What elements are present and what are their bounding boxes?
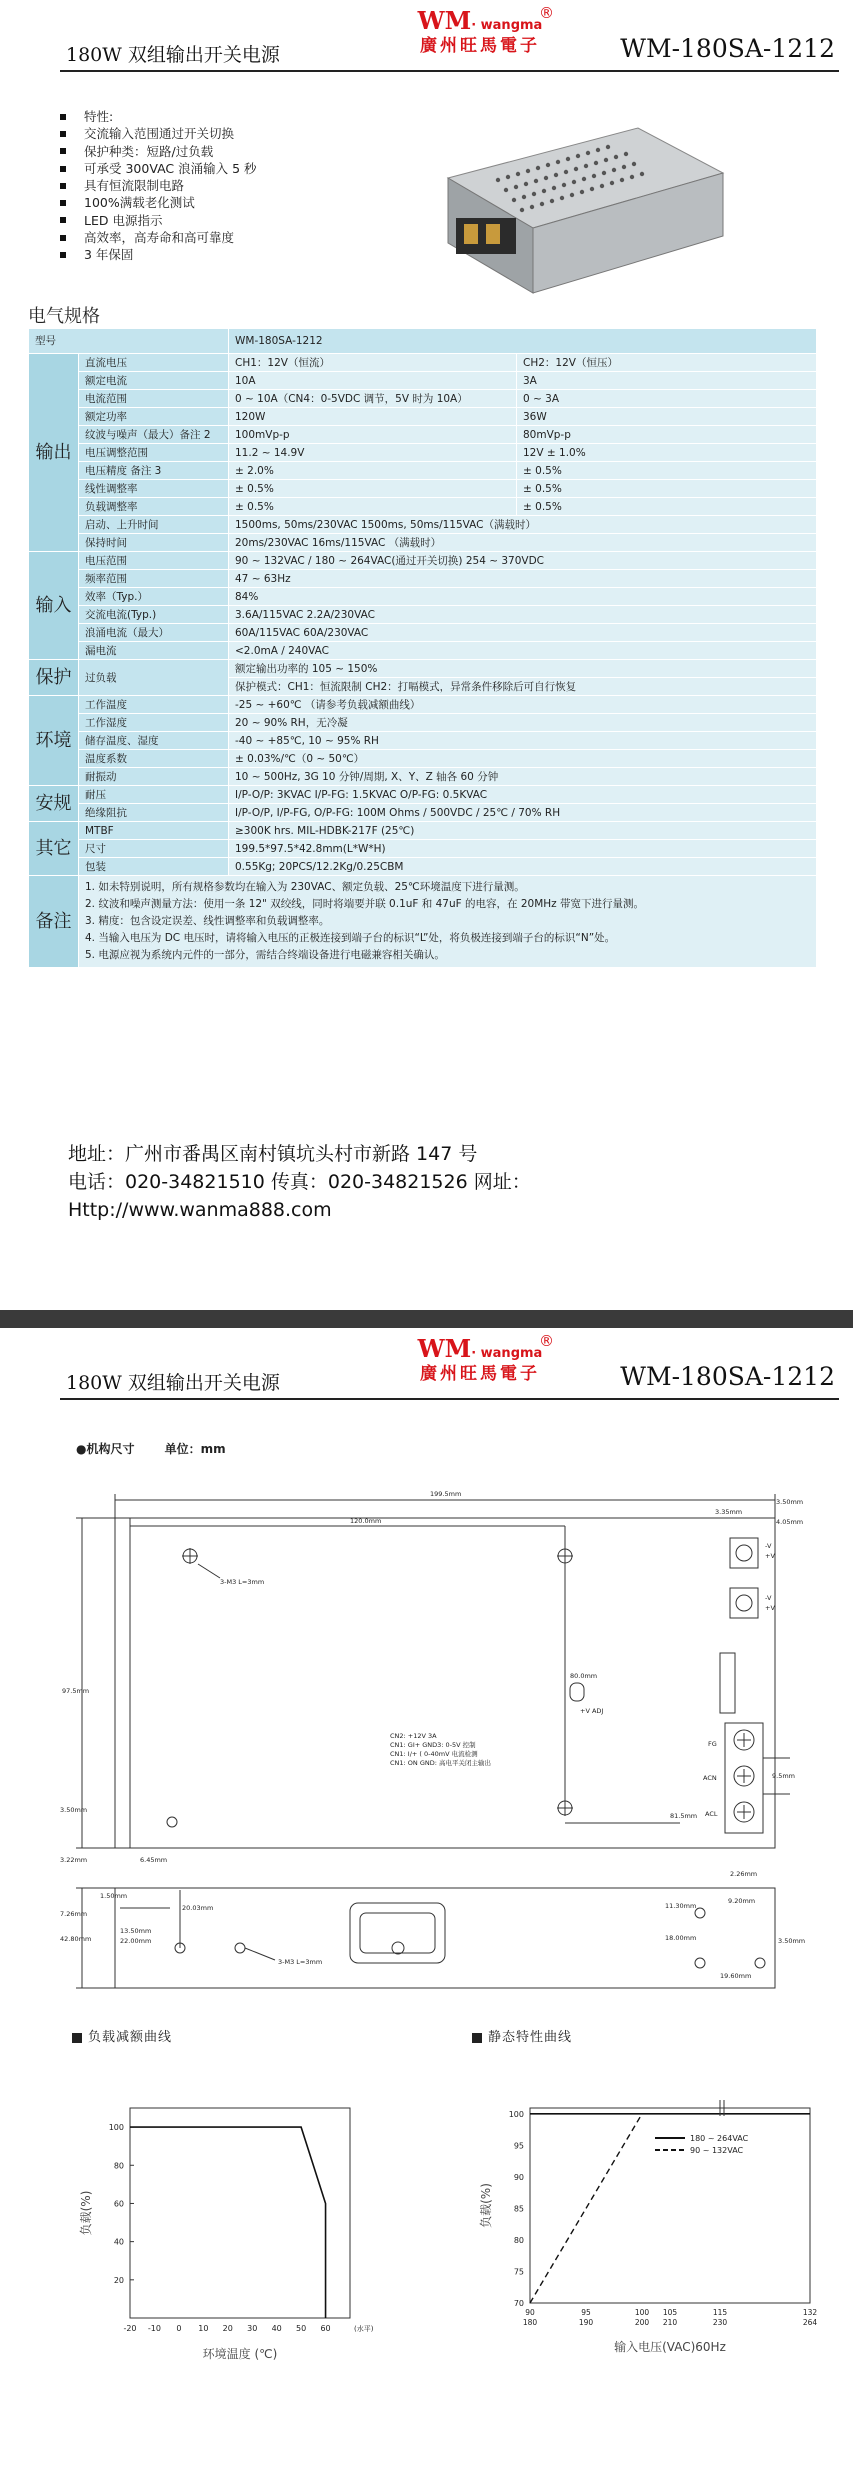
spec-row-output [29,390,817,408]
brand-wangma: · wangma [471,18,543,33]
feature-item [60,212,257,229]
spec-value: 0.55Kg; 20PCS/12.2Kg/0.25CBM [229,858,817,876]
brand-logo-2 [400,1334,560,1384]
spec-label: 额定电流 [79,372,229,390]
feature-item [60,108,257,125]
spec-row-output [29,444,817,462]
brand-logo [400,6,560,56]
y-tick-label: 95 [513,2141,524,2151]
dim-405: 4.05mm [776,1518,804,1526]
spec-value-ch2: 12V ± 1.0% [517,444,817,462]
feature-text: 具有恒流限制电路 [84,178,185,194]
cn-line-1: CN2: +12V 3A [390,1732,437,1740]
dim-width: 97.5mm [62,1687,90,1695]
feature-item [60,246,257,263]
spec-row-output [29,462,817,480]
brand-reg: ® [539,4,554,22]
spec-label: 漏电流 [79,642,229,660]
mechanical-drawing [60,1478,806,1998]
term-1: -V [765,1542,772,1550]
spec-value-ch2: ± 0.5% [517,462,817,480]
cat-output: 输出 [29,354,79,552]
spec-label: 启动、上升时间 [79,516,229,534]
spec-label: 过负载 [79,660,229,696]
spec-row-output [29,516,817,534]
cat-input: 输入 [29,552,79,660]
spec-label: 电压范围 [79,552,229,570]
term-3: +V [765,1552,775,1560]
dim-1960: 19.60mm [720,1972,752,1980]
dim-226: 2.26mm [730,1870,758,1878]
note-line: 5. 电源应视为系统内元件的一部分，需结合终端设备进行电磁兼容相关确认。 [85,949,445,961]
legend-dashed-label: 90 ~ 132VAC [690,2146,744,2155]
x-tick-label-bottom: 210 [662,2318,678,2327]
spec-label: 储存温度、湿度 [79,732,229,750]
feature-item [60,229,257,246]
feature-text: 保护种类：短路/过负载 [84,143,214,159]
feature-text: 特性: [84,109,114,124]
spec-value-ch2: ± 0.5% [517,498,817,516]
x-tick-label-top: 100 [634,2308,650,2317]
brand-cn: 廣州旺馬電子 [420,36,540,56]
product-title: 180W 双组输出开关电源 [66,44,280,66]
spec-value-ch2: ± 0.5% [517,480,817,498]
spec-value-ch1: 120W [229,408,517,426]
spec-label: MTBF [79,822,229,840]
spec-label: 工作湿度 [79,714,229,732]
spec-row-env [29,768,817,786]
cn-line-3: CN1: I/+ ( 0-40mV 电流检测 [390,1750,478,1758]
term-acl: ACL [705,1810,718,1818]
y-tick-label: 75 [513,2267,524,2277]
spec-value: 10 ~ 500Hz, 3G 10 分钟/周期, X、Y、Z 轴各 60 分钟 [229,768,817,786]
spec-label: 尺寸 [79,840,229,858]
bullet-icon [60,235,66,241]
spec-label: 负载调整率 [79,498,229,516]
spec-label: 线性调整率 [79,480,229,498]
spec-label: 耐振动 [79,768,229,786]
x-tick-label: 30 [247,2324,258,2333]
y-tick-label: 20 [113,2275,124,2285]
contact-address: 地址：广州市番禺区南村镇坑头村市新路 147 号 [68,1143,478,1165]
spec-label: 纹波与噪声（最大）备注 2 [79,426,229,444]
spec-value: 47 ~ 63Hz [229,570,817,588]
spec-value-ch2: 3A [517,372,817,390]
dim-322: 3.22mm [60,1856,88,1864]
note-line: 3. 精度：包含设定误差、线性调整率和负载调整率。 [85,915,330,927]
cn-line-2: CN1: GI+ GND3: 0-5V 控制 [390,1741,476,1749]
y-tick-label: 80 [113,2161,124,2171]
spec-row-output [29,426,817,444]
cat-safety: 安规 [29,786,79,822]
model-value: WM-180SA-1212 [229,329,817,354]
contact-phone: 电话：020-34821510 传真：020-34821526 网址： [68,1171,531,1193]
contact-url[interactable]: Http://www.wanma888.com [68,1199,332,1221]
spec-row-output [29,534,817,552]
spec-value-ch2: 80mVp-p [517,426,817,444]
spec-value: -40 ~ +85℃, 10 ~ 95% RH [229,732,817,750]
x-tick-label: 10 [198,2324,209,2333]
product-image [408,118,728,303]
adj-label: +V ADJ [580,1707,604,1715]
spec-value: I/P-O/P: 3KVAC I/P-FG: 1.5KVAC O/P-FG: 0.5KVAC [229,786,817,804]
term-acn: ACN [703,1774,717,1782]
mech-title [76,1440,226,1457]
cat-protect: 保护 [29,660,79,696]
spec-value-ch1: ± 2.0% [229,462,517,480]
page-2 [0,1328,853,2477]
page-header [0,0,853,70]
bullet-icon [60,166,66,172]
product-title-2: 180W 双组输出开关电源 [66,1372,280,1394]
term-4: +V [765,1604,775,1612]
spec-label: 耐压 [79,786,229,804]
cat-notes: 备注 [29,876,79,968]
spec-label: 电流范围 [79,390,229,408]
spec-row-env [29,732,817,750]
spec-value: I/P-O/P, I/P-FG, O/P-FG: 100M Ohms / 500VDC / 25℃ / 70% RH [229,804,817,822]
spec-label: 频率范围 [79,570,229,588]
spec-row-input [29,642,817,660]
y-tick-label: 40 [113,2237,124,2247]
page-header-2 [0,1328,853,1398]
spec-value-ch1: ± 0.5% [229,498,517,516]
static-title [472,2026,572,2045]
spec-row-env [29,696,817,714]
spec-row-output [29,408,817,426]
y-tick-label: 60 [113,2199,124,2209]
term-fg: FG [708,1740,717,1748]
dim-150: 1.50mm [100,1892,128,1900]
dim-350: 3.50mm [776,1498,804,1506]
bullet-icon [60,114,66,120]
spec-label: 额定功率 [79,408,229,426]
brand-wm: WM [417,6,472,35]
spec-label: 直流电压 [79,354,229,372]
dim-1350: 13.50mm [120,1927,152,1935]
spec-row-notes [29,876,817,968]
static-title-text: 静态特性曲线 [488,2030,573,2045]
feature-item [60,177,257,194]
brand-wm-2: WM [417,1334,472,1363]
feature-item [60,125,257,142]
feature-text: 100%满载老化测试 [84,195,195,211]
note-line: 2. 纹波和噪声测量方法：使用一条 12" 双绞线，同时将端要并联 0.1uF 和 47uF 的电容，在 20MHz 带宽下进行量测。 [85,898,645,910]
feature-list [60,108,257,264]
spec-row-other [29,840,817,858]
dim-2003: 20.03mm [182,1904,214,1912]
x-unit: (水平) [354,2325,374,2333]
spec-value: 1500ms, 50ms/230VAC 1500ms, 50ms/115VAC（满载时） [229,516,817,534]
spec-value: 84% [229,588,817,606]
x-tick-label-top: 105 [662,2308,678,2317]
page-separator [0,1310,853,1328]
spec-value: 20ms/230VAC 16ms/115VAC （满载时） [229,534,817,552]
dim-95: 9.5mm [772,1772,796,1780]
spec-value: 20 ~ 90% RH，无冷凝 [229,714,817,732]
brand-reg-2: ® [539,1332,554,1350]
y-axis-label: 负载(%) [79,2190,93,2236]
spec-value: 90 ~ 132VAC / 180 ~ 264VAC(通过开关切换) 254 ~ 370VDC [229,552,817,570]
spec-label: 浪涌电流（最大） [79,624,229,642]
note-line: 4. 当输入电压为 DC 电压时，请将输入电压的正极连接到端子台的标识“L”处，将负极连接到端子台的标识“N”处。 [85,932,616,944]
spec-row-input [29,552,817,570]
spec-table [28,328,817,968]
feature-text: LED 电源指示 [84,212,163,228]
spec-row-output [29,372,817,390]
bullet-icon [60,252,66,258]
bullet-icon [60,200,66,206]
mech-unit: 单位：mm [164,1442,226,1456]
x-axis-label: 输入电压(VAC)60Hz [614,2340,726,2354]
series-line-dashed [530,2114,642,2303]
model-label: 型号 [29,329,229,354]
spec-row-output [29,354,817,372]
spec-value-ch1: 10A [229,372,517,390]
feature-text: 可承受 300VAC 浪涌输入 5 秒 [84,160,257,176]
bullet-icon [60,183,66,189]
spec-label: 包装 [79,858,229,876]
x-tick-label: 60 [320,2324,331,2333]
spec-label: 温度系数 [79,750,229,768]
dim-80: 80.0mm [570,1672,598,1680]
x-tick-label-top: 115 [712,2308,728,2317]
spec-value-ch2: 0 ~ 3A [517,390,817,408]
spec-value-ch1: ± 0.5% [229,480,517,498]
dim-726: 7.26mm [60,1910,88,1918]
dim-length: 199.5mm [430,1490,462,1498]
spec-row-input [29,606,817,624]
x-tick-label: 50 [296,2324,307,2333]
spec-label: 保持时间 [79,534,229,552]
y-tick-label: 100 [508,2109,524,2119]
derating-title-text: 负载减额曲线 [88,2030,173,2045]
cat-other: 其它 [29,822,79,876]
x-tick-label: -20 [123,2324,137,2333]
feature-text: 高效率，高寿命和高可靠度 [84,230,235,246]
model-number-2: WM-180SA-1212 [620,1362,835,1391]
spec-row-output [29,498,817,516]
x-tick-label-bottom: 230 [712,2318,728,2327]
contact-block [68,1140,531,1224]
feature-text: 交流输入范围通过开关切换 [84,126,235,142]
x-tick-label-bottom: 200 [634,2318,650,2327]
top-view-outline [115,1518,775,1848]
dim-1130: 11.30mm [665,1902,697,1910]
header-rule-2 [60,1398,839,1400]
spec-value: 额定输出功率的 105 ~ 150% [229,660,817,678]
spec-value: 199.5*97.5*42.8mm(L*W*H) [229,840,817,858]
feature-item [60,143,257,160]
dim-920: 9.20mm [728,1897,756,1905]
note-line: 1. 如未特别说明，所有规格参数均在输入为 230VAC、额定负载、25℃环境温度下进行量测。 [85,881,525,893]
derating-chart [70,2088,430,2378]
term-2: -V [765,1594,772,1602]
spec-row-protect [29,660,817,678]
static-chart [470,2088,830,2378]
spec-row-input [29,624,817,642]
x-tick-label: 0 [176,2324,182,2333]
spec-value-ch2: CH2：12V（恒压） [517,354,817,372]
spec-value: ± 0.03%/℃（0 ~ 50℃） [229,750,817,768]
dim-350b: 3.50mm [60,1806,88,1814]
spec-value-ch1: 11.2 ~ 14.9V [229,444,517,462]
dim-height: 42.80mm [60,1935,92,1943]
spec-value: ≥300K hrs. MIL-HDBK-217F (25℃) [229,822,817,840]
feature-text: 3 年保固 [84,247,134,263]
header-rule [60,70,839,72]
spec-value: <2.0mA / 240VAC [229,642,817,660]
spec-value-ch2: 36W [517,408,817,426]
y-axis-label: 负载(%) [479,2183,493,2228]
feature-item [60,160,257,177]
spec-row-output [29,480,817,498]
x-tick-label-top: 132 [802,2308,818,2317]
spec-row-other [29,858,817,876]
dim-350c: 3.50mm [778,1937,806,1945]
x-tick-label-top: 90 [525,2308,535,2317]
spec-value: -25 ~ +60℃ （请参考负载减额曲线） [229,696,817,714]
dim-2200: 22.00mm [120,1937,152,1945]
y-tick-label: 80 [513,2235,524,2245]
spec-row-input [29,588,817,606]
feature-item [60,194,257,211]
legend-solid-label: 180 ~ 264VAC [690,2134,749,2143]
spec-value-ch1: CH1：12V（恒流） [229,354,517,372]
dim-81: 81.5mm [670,1812,698,1820]
spec-label: 工作温度 [79,696,229,714]
plot-frame [130,2108,350,2318]
y-tick-label: 90 [513,2172,524,2182]
spec-row-env [29,750,817,768]
notes-cell [79,876,817,968]
spec-label: 交流电流(Typ.) [79,606,229,624]
screw-label-1: 3-M3 L=3mm [220,1578,265,1586]
spec-row-safety [29,786,817,804]
dim-inner: 120.0mm [350,1517,382,1525]
spec-row-safety [29,804,817,822]
bullet-icon [60,148,66,154]
cn-line-4: CN1: ON GND: 高电平关闭主输出 [390,1759,491,1767]
section-title: 电气规格 [28,306,100,327]
spec-value: 3.6A/115VAC 2.2A/230VAC [229,606,817,624]
y-tick-label: 85 [513,2204,524,2214]
spec-value: 保护模式：CH1：恒流限制 CH2：打嗝模式，异常条件移除后可自行恢复 [229,678,817,696]
spec-row-other [29,822,817,840]
x-tick-label-bottom: 180 [522,2318,538,2327]
bullet-icon [60,131,66,137]
dim-335: 3.35mm [715,1508,743,1516]
brand-cn-2: 廣州旺馬電子 [420,1364,540,1384]
spec-value: 60A/115VAC 60A/230VAC [229,624,817,642]
x-tick-label-bottom: 190 [578,2318,594,2327]
y-tick-label: 100 [108,2123,124,2133]
x-tick-label-top: 95 [581,2308,591,2317]
brand-wangma-2: · wangma [471,1346,543,1361]
derating-title [72,2026,172,2045]
cat-env: 环境 [29,696,79,786]
spec-label: 电压精度 备注 3 [79,462,229,480]
spec-row-env [29,714,817,732]
derating-line [130,2127,326,2318]
mech-title-text: ●机构尺寸 [76,1442,135,1456]
bullet-icon [60,217,66,223]
spec-row-input [29,570,817,588]
spec-value-ch1: 0 ~ 10A（CN4：0-5VDC 调节，5V 时为 10A） [229,390,517,408]
spec-value-ch1: 100mVp-p [229,426,517,444]
spec-header-row [29,329,817,354]
x-tick-label: 20 [222,2324,233,2333]
dim-645: 6.45mm [140,1856,168,1864]
y-tick-label: 70 [513,2299,524,2308]
screw-label-2: 3-M3 L=3mm [278,1958,323,1966]
spec-label: 效率（Typ.） [79,588,229,606]
model-number: WM-180SA-1212 [620,34,835,63]
spec-label: 电压调整范围 [79,444,229,462]
x-tick-label: 40 [271,2324,282,2333]
x-axis-label: 环境温度 (℃) [202,2347,278,2361]
x-tick-label-bottom: 264 [802,2318,818,2327]
spec-label: 绝缘阻抗 [79,804,229,822]
dim-1800: 18.00mm [665,1934,697,1942]
x-tick-label: -10 [147,2324,161,2333]
